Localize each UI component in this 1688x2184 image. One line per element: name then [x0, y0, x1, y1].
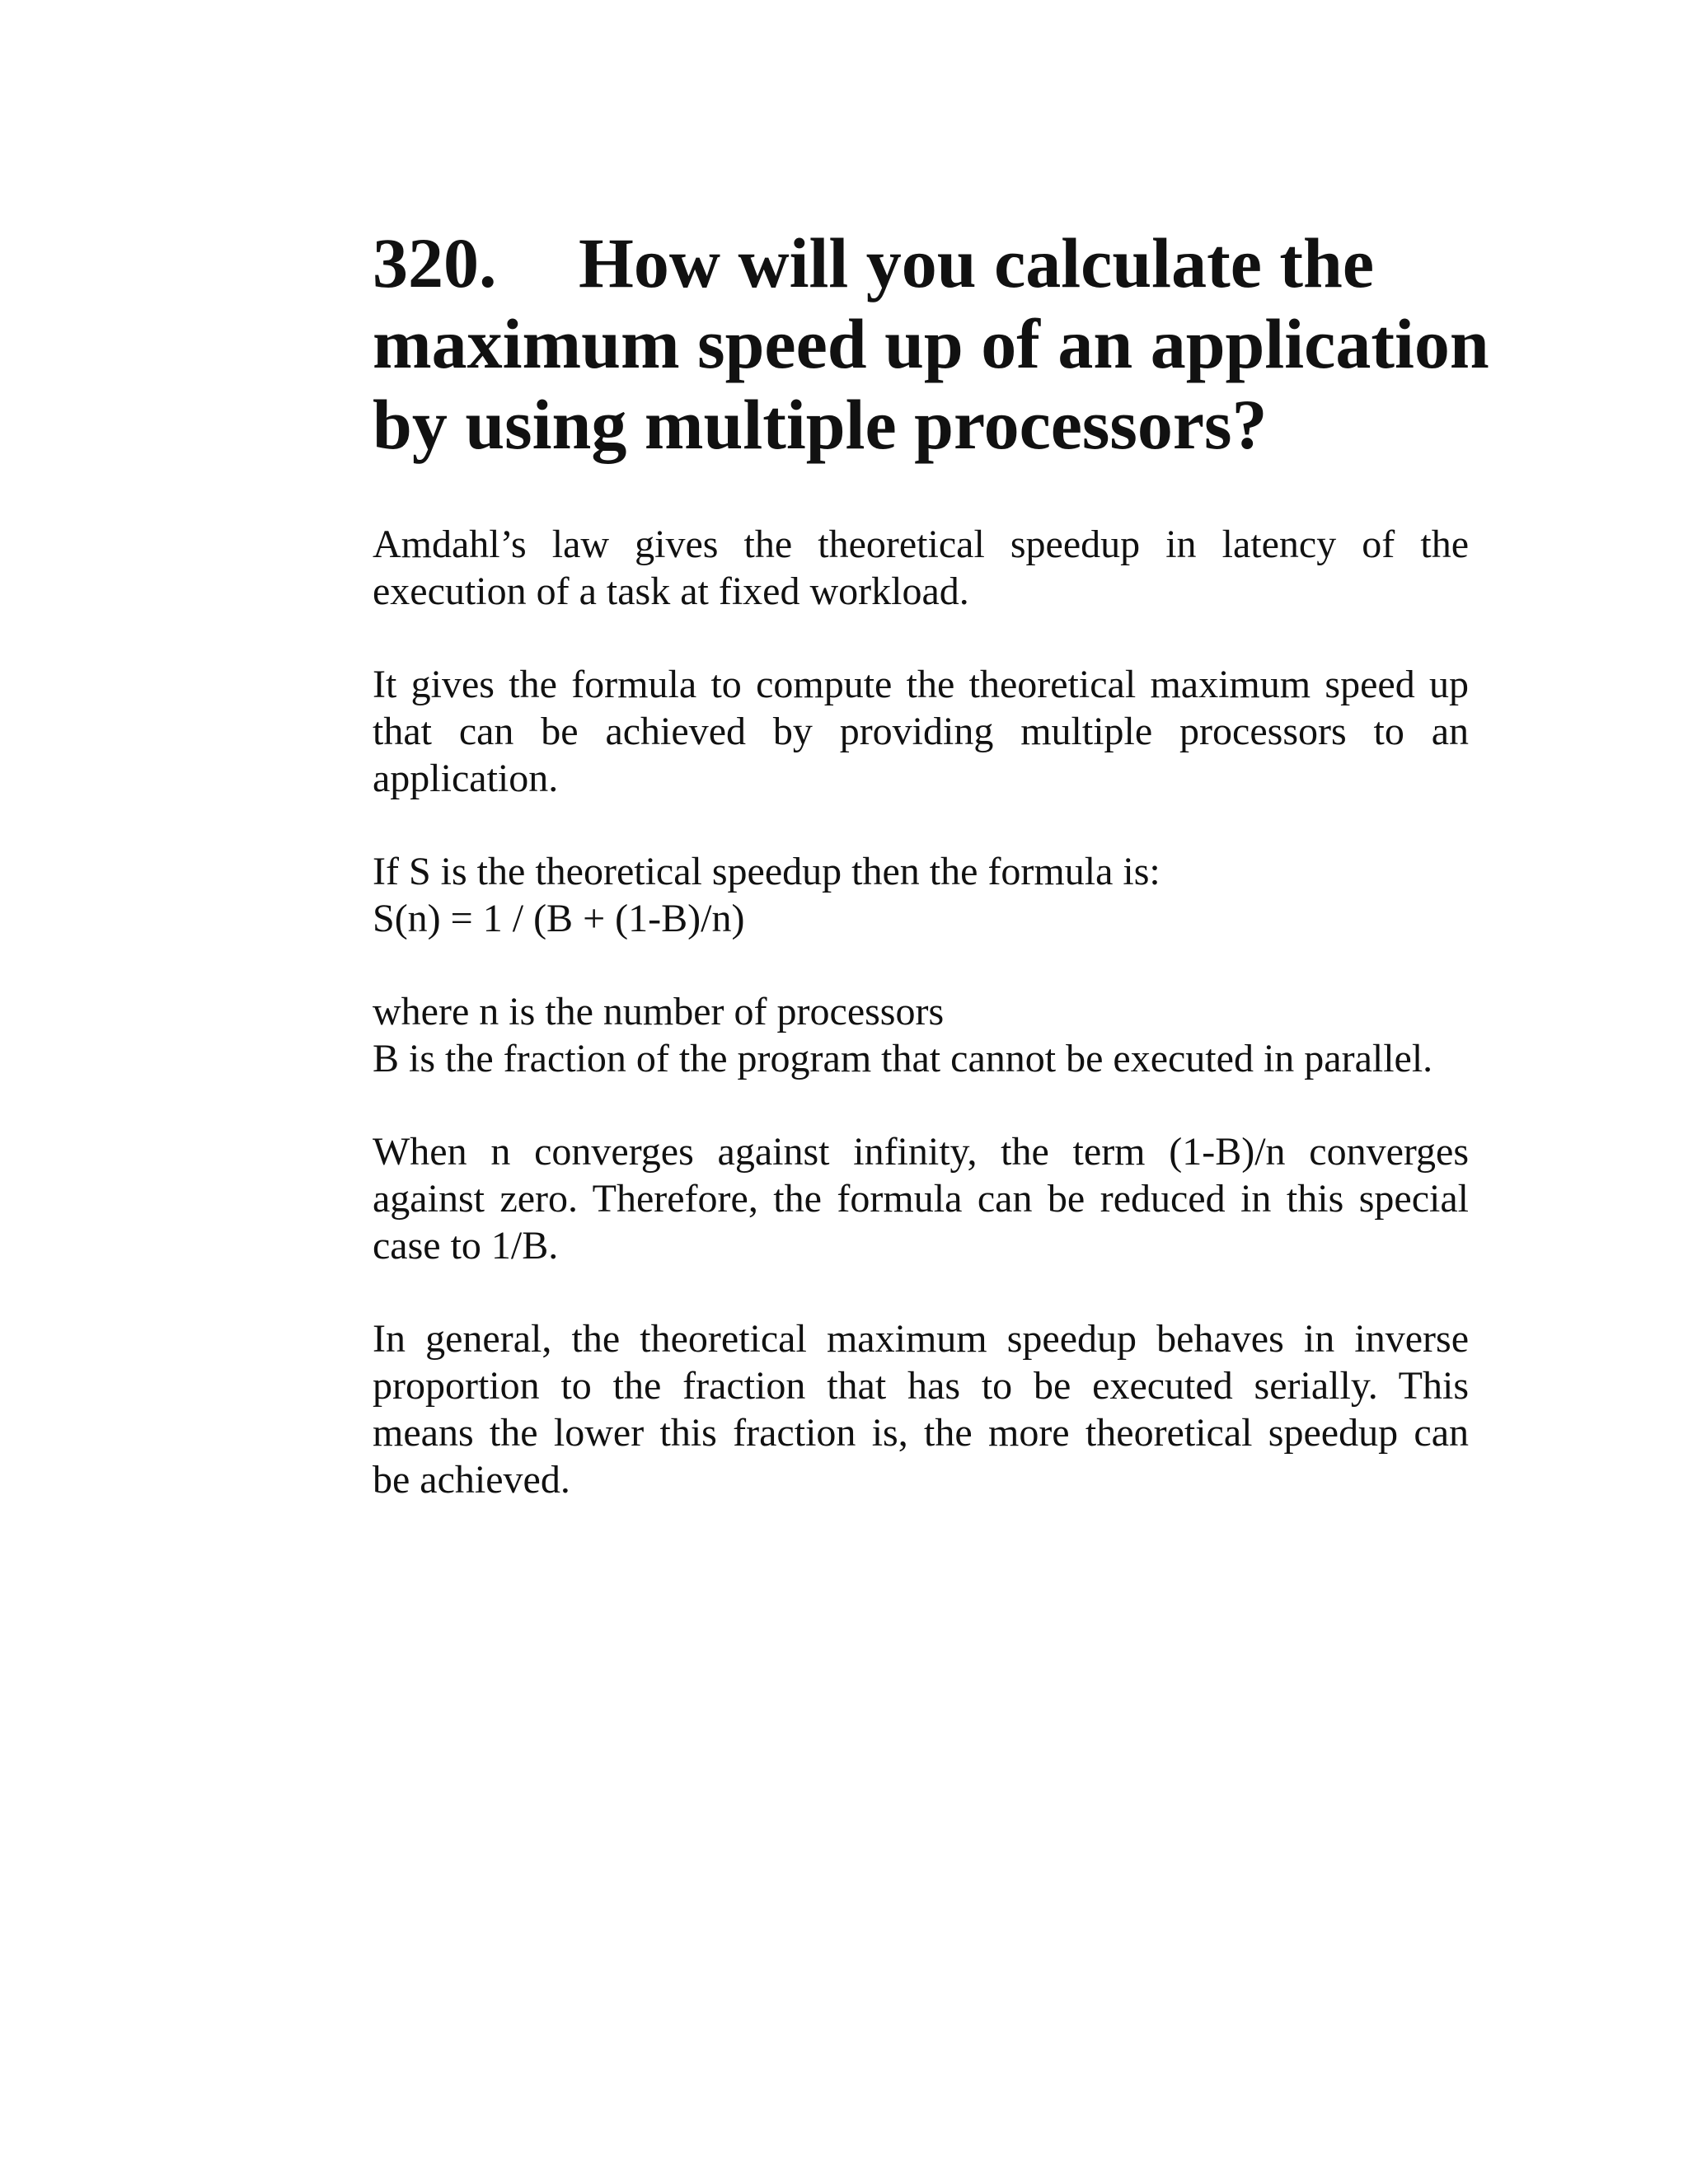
formula-line: S(n) = 1 / (B + (1-B)/n) — [373, 897, 745, 940]
paragraph-line: In general, the theoretical maximum speedup behaves in inverse — [373, 1317, 1469, 1361]
document-page — [373, 223, 1489, 1503]
paragraph-line: proportion to the fraction that has to be executed serially. This — [373, 1364, 1469, 1408]
heading-line-1 — [373, 223, 1469, 303]
paragraph-line: It gives the formula to compute the theoretical maximum speed up — [373, 663, 1469, 706]
paragraph-line: Amdahl’s law gives the theoretical speedup in latency of the — [373, 523, 1469, 566]
heading-line-3: by using multiple processors? — [373, 385, 1268, 464]
paragraph-formula-purpose — [373, 661, 1469, 802]
question-number: 320. — [373, 223, 497, 302]
paragraph-line: application. — [373, 757, 559, 800]
paragraph-line: If S is the theoretical speedup then the formula is: — [373, 850, 1160, 893]
paragraph-line: When n converges against infinity, the term (1-B)/n converges — [373, 1130, 1469, 1174]
paragraph-line: case to 1/B. — [373, 1224, 559, 1268]
paragraph-line: that can be achieved by providing multiple processors to an — [373, 710, 1469, 753]
paragraph-definitions — [373, 988, 1469, 1082]
paragraph-line: where n is the number of processors — [373, 990, 945, 1033]
heading-line-2: maximum speed up of an application — [373, 304, 1489, 383]
paragraph-formula — [373, 848, 1469, 942]
paragraph-line: against zero. Therefore, the formula can be reduced in this special — [373, 1177, 1469, 1221]
paragraph-general-conclusion — [373, 1315, 1469, 1503]
heading-text-1: How will you calculate the — [579, 223, 1375, 302]
paragraph-infinity-case — [373, 1128, 1469, 1269]
paragraph-line: execution of a task at fixed workload. — [373, 569, 969, 613]
question-heading — [373, 223, 1489, 465]
paragraph-line: means the lower this fraction is, the more theoretical speedup can — [373, 1411, 1469, 1455]
paragraph-line: B is the fraction of the program that cannot be executed in parallel. — [373, 1037, 1433, 1080]
paragraph-amdahls-law — [373, 521, 1469, 615]
paragraph-line: be achieved. — [373, 1458, 570, 1502]
